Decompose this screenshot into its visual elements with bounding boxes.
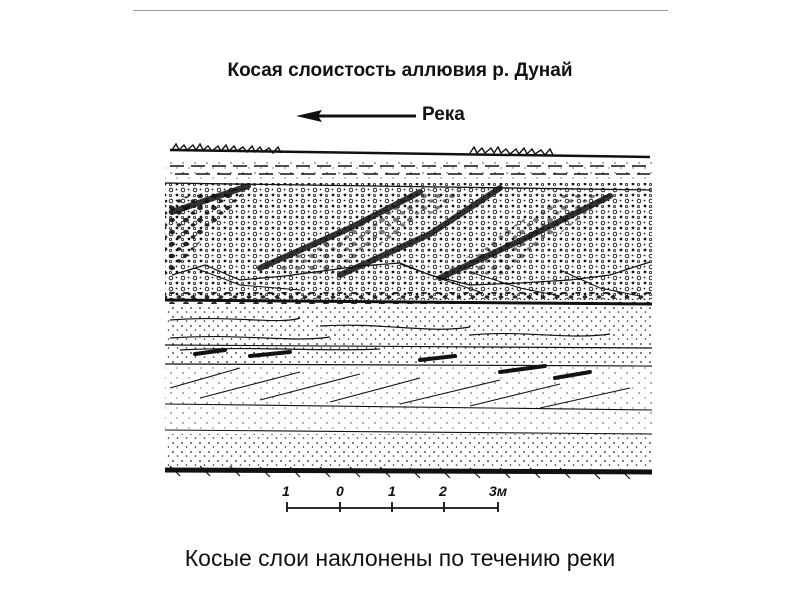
scale-label-0: 0 <box>336 483 344 499</box>
figure-title: Косая слоистость аллювия р. Дунай <box>227 60 573 81</box>
scale-label-1-left: 1 <box>282 483 290 499</box>
river-label: Река <box>422 104 465 125</box>
scale-label-1: 1 <box>388 483 396 499</box>
slide-caption: Косые слои наклонены по течению реки <box>184 545 616 571</box>
scale-bar <box>287 502 498 512</box>
scale-label-2: 2 <box>439 483 447 499</box>
turf-line <box>170 150 650 157</box>
scale-label-3m: 3м <box>489 483 508 499</box>
